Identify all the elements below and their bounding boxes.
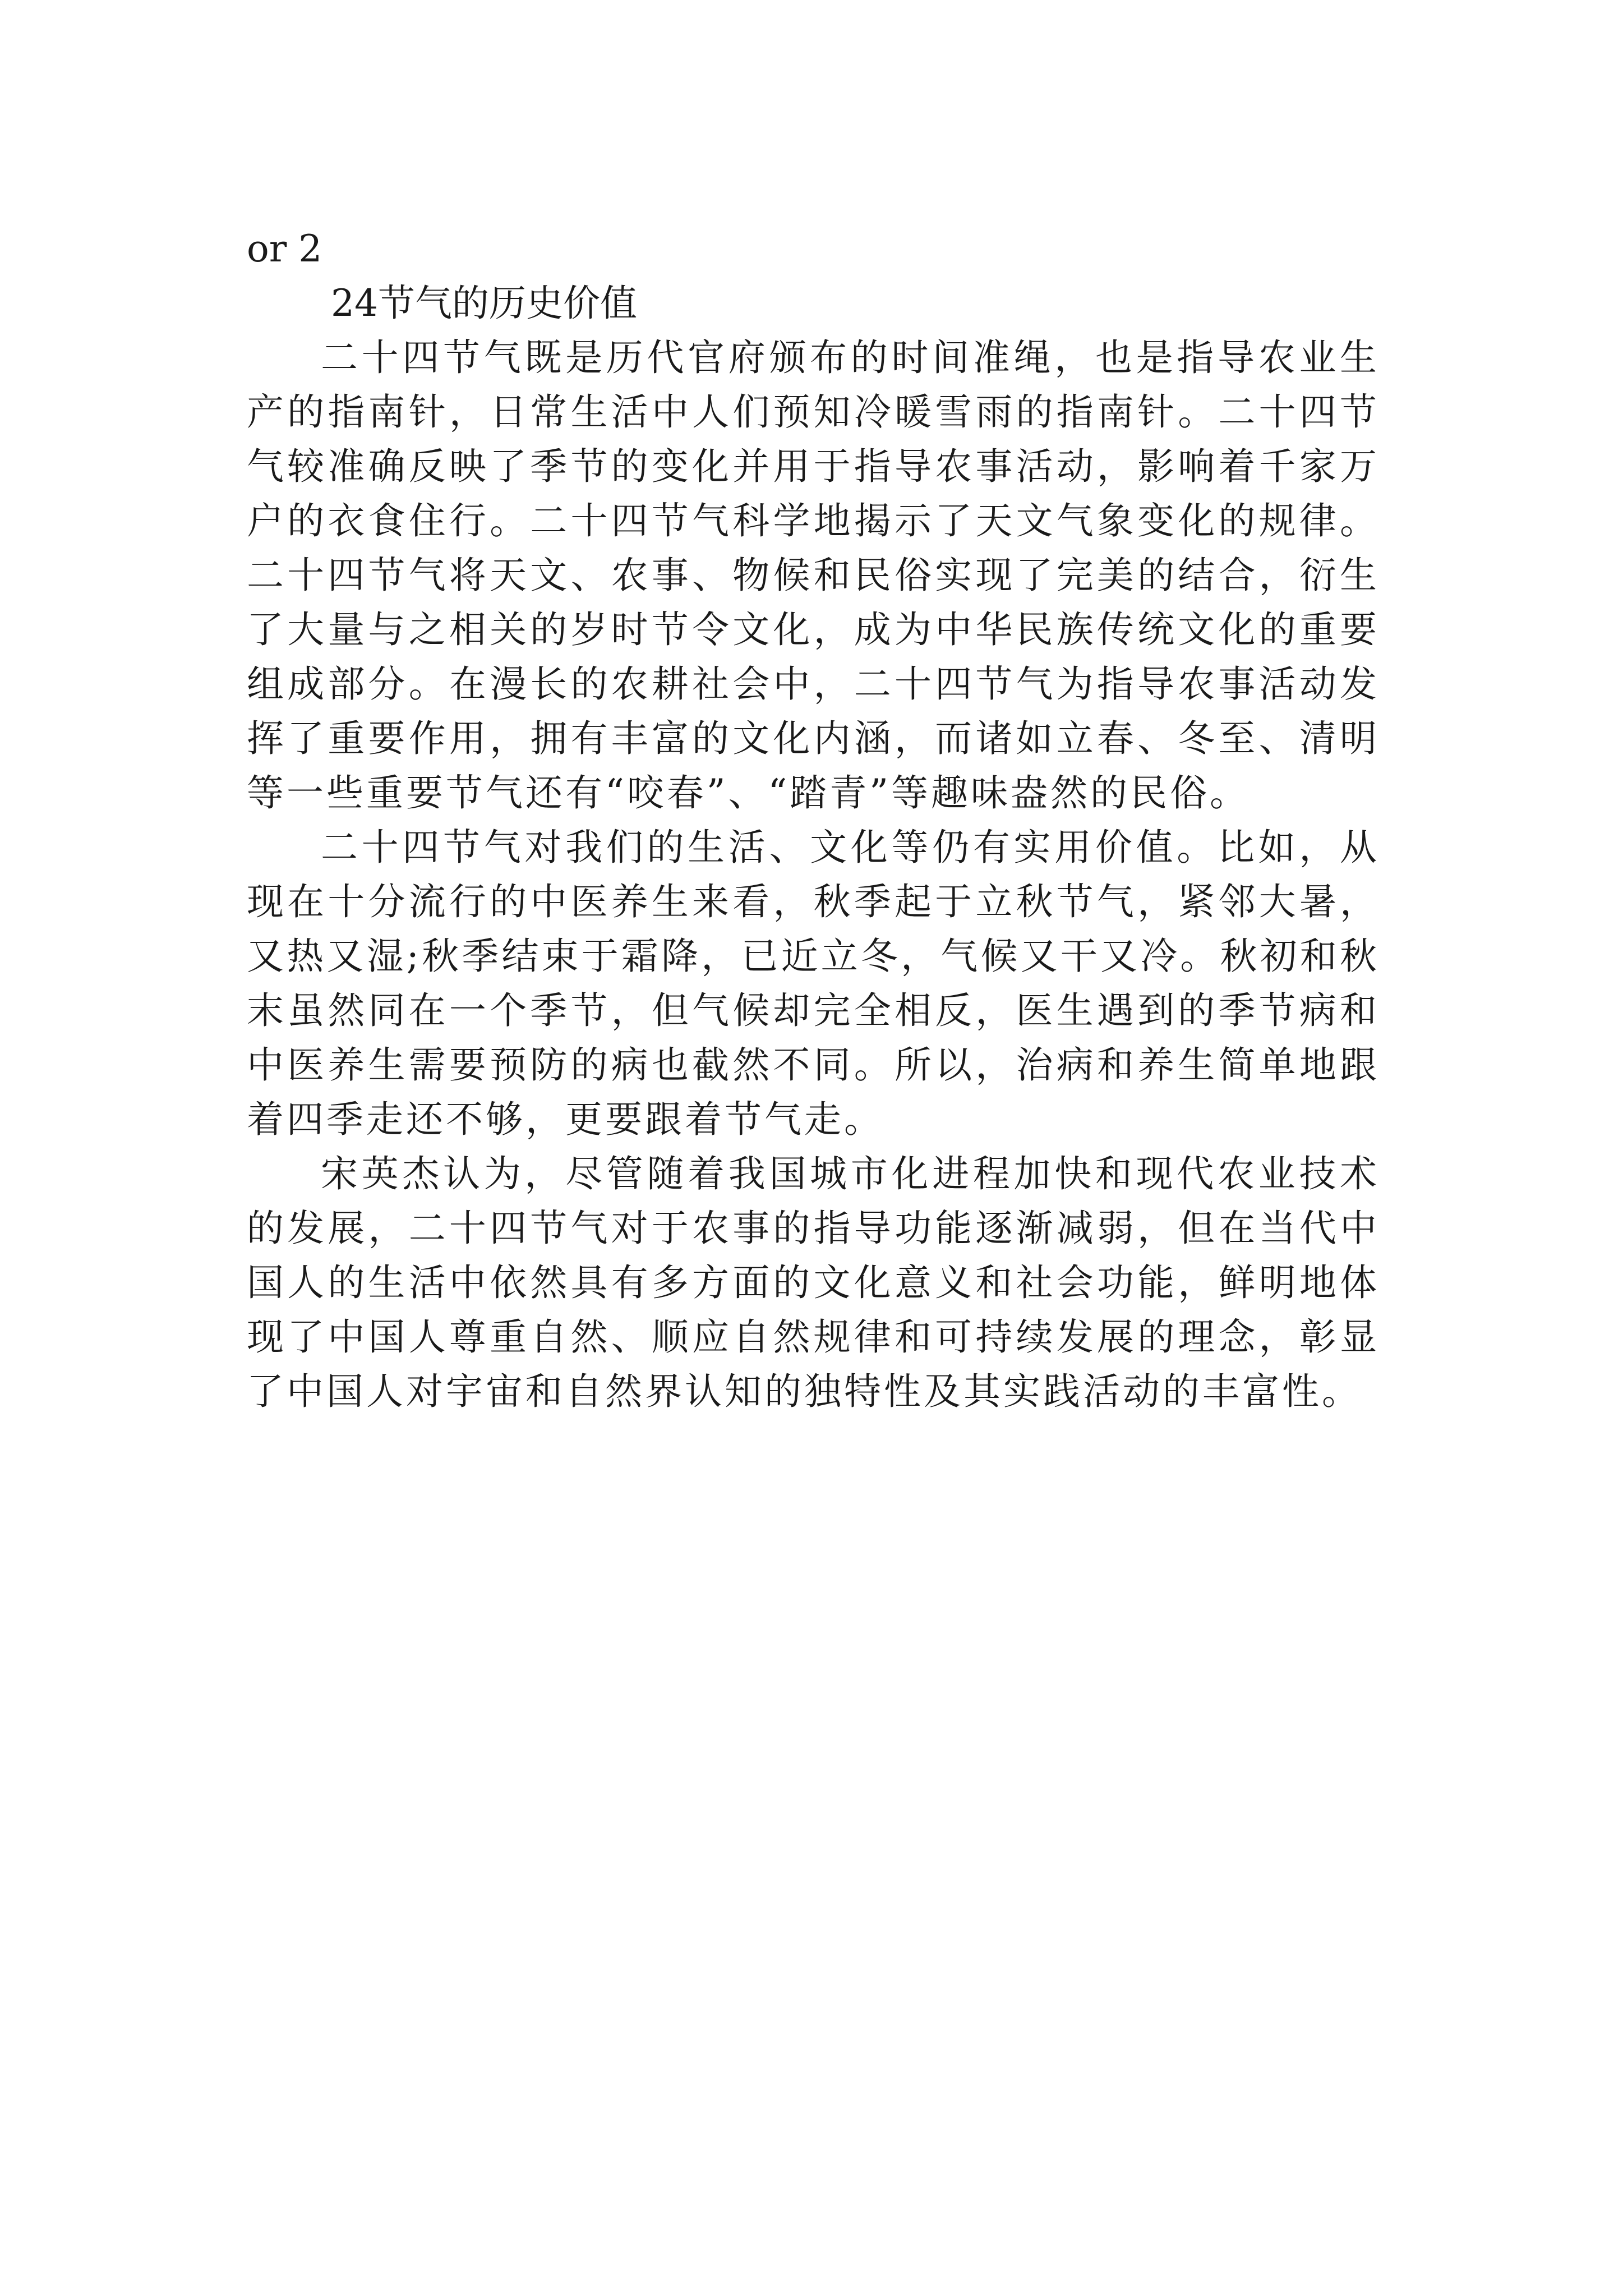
page-header-text: or 2 (247, 227, 322, 270)
section-title: 24节气的历史价值 (331, 282, 637, 325)
document-body (247, 222, 1380, 1419)
paragraph-2: 二十四节气对我们的生活、文化等仍有实用价值。比如，从现在十分流行的中医养生来看，秋季起于立秋节气，紧邻大暑，又热又湿;秋季结束于霜降，已近立冬，气候又干又冷。秋初和秋末虽然同在一个季节，但气候却完全相反，医生遇到的季节病和中医养生需要预防的病也截然不同。所以，治病和养生简单地跟着四季走还不够，更要跟着节气走。 (247, 826, 1380, 1141)
paragraph-1: 二十四节气既是历代官府颁布的时间准绳，也是指导农业生产的指南针，日常生活中人们预知冷暖雪雨的指南针。二十四节气较准确反映了季节的变化并用于指导农事活动，影响着千家万户的衣食住行。二十四节气科学地揭示了天文气象变化的规律。二十四节气将天文、农事、物候和民俗实现了完美的结合，衍生了大量与之相关的岁时节令文化，成为中华民族传统文化的重要组成部分。在漫长的农耕社会中，二十四节气为指导农事活动发挥了重要作用，拥有丰富的文化内涵，而诸如立春、冬至、清明等一些重要节气还有“咬春”、“踏青”等趣味盎然的民俗。 (247, 336, 1380, 815)
paragraph-3: 宋英杰认为，尽管随着我国城市化进程加快和现代农业技术的发展，二十四节气对于农事的指导功能逐渐减弱，但在当代中国人的生活中依然具有多方面的文化意义和社会功能，鲜明地体现了中国人尊重自然、顺应自然规律和可持续发展的理念，彰显了中国人对宇宙和自然界认知的独特性及其实践活动的丰富性。 (247, 1152, 1380, 1413)
